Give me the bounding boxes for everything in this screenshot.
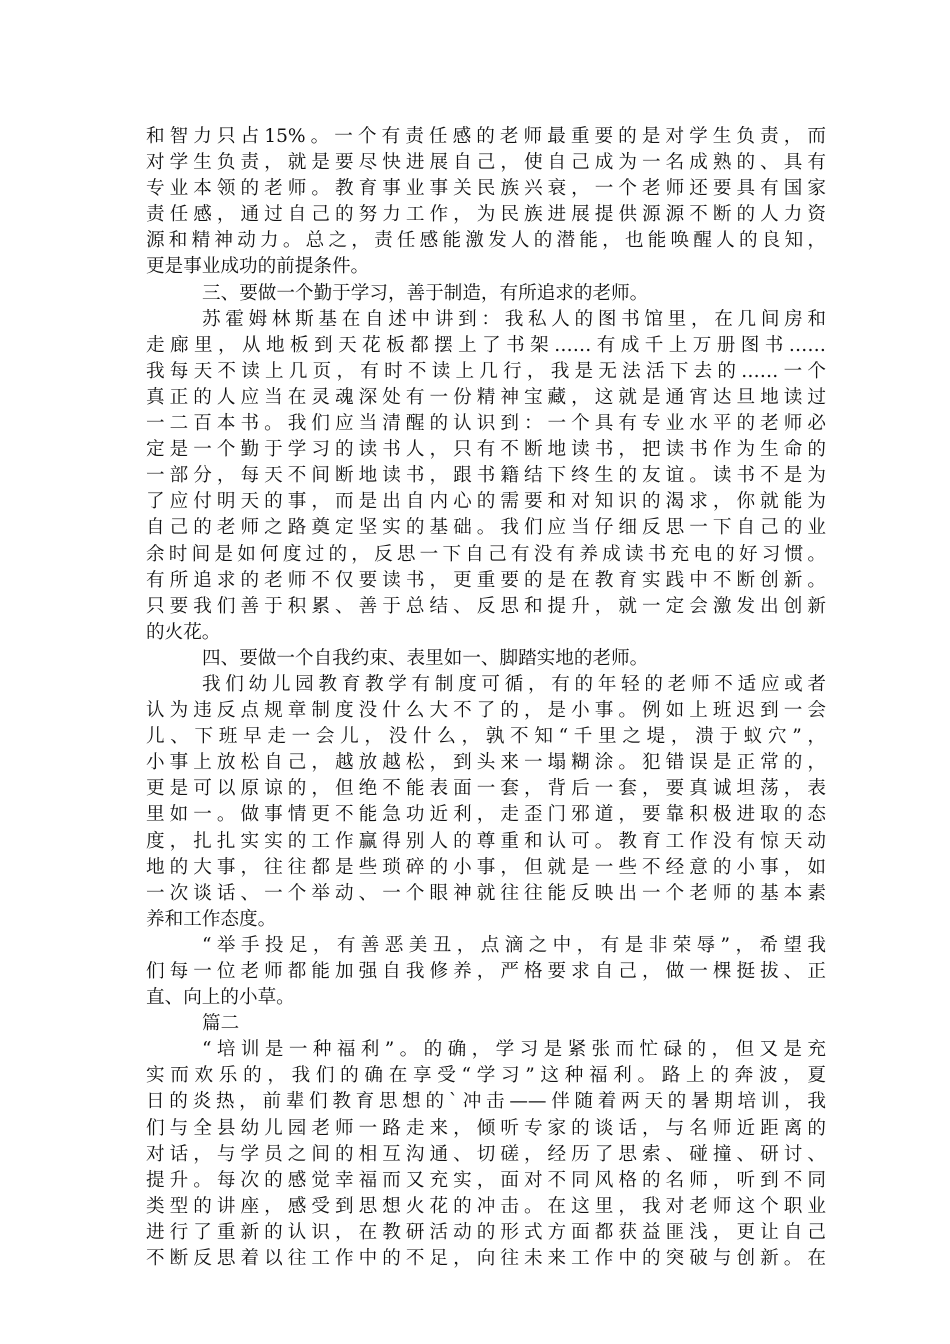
text-line: 了应付明天的事，而是出自内心的需要和对知识的渴求，你就能为 bbox=[146, 491, 826, 513]
text-line: 走廊里，从地板到天花板都摆上了书架……有成千上万册图书…… bbox=[146, 334, 826, 356]
text-line: 们与全县幼儿园老师一路走来，倾听专家的谈话，与名师近距离的 bbox=[146, 1117, 826, 1139]
text-line: 一二百本书。我们应当清醒的认识到：一个具有专业水平的老师必 bbox=[146, 413, 826, 435]
text-line: 我每天不读上几页，有时不读上几行，我是无法活下去的……一个 bbox=[146, 360, 826, 382]
text-line: 有所追求的老师不仅要读书，更重要的是在教育实践中不断创新。 bbox=[146, 569, 826, 591]
text-line: 自己的老师之路奠定坚实的基础。我们应当仔细反思一下自己的业 bbox=[146, 517, 826, 539]
text-line: 专业本领的老师。教育事业事关民族兴衰，一个老师还要具有国家 bbox=[146, 178, 826, 200]
text-line: 和智力只占15%。一个有责任感的老师最重要的是对学生负责，而 bbox=[146, 126, 826, 147]
text-line: 实而欢乐的，我们的确在享受“学习”这种福利。路上的奔波，夏 bbox=[146, 1065, 826, 1087]
text-line: “培训是一种福利”。的确，学习是紧张而忙碌的，但又是充 bbox=[202, 1039, 826, 1061]
text-line: 对话，与学员之间的相互沟通、切磋，经历了思索、碰撞、研讨、 bbox=[146, 1143, 826, 1165]
text-line: 不断反思着以往工作中的不足，向往未来工作中的突破与创新。在 bbox=[146, 1248, 826, 1270]
text-line: 度，扎扎实实的工作赢得别人的尊重和认可。教育工作没有惊天动 bbox=[146, 830, 826, 852]
text-line: 苏霍姆林斯基在自述中讲到：我私人的图书馆里，在几间房和 bbox=[202, 308, 826, 330]
text-line: 责任感，通过自己的努力工作，为民族进展提供源源不断的人力资 bbox=[146, 204, 826, 226]
text-line: 直、向上的小草。 bbox=[146, 987, 295, 1009]
text-line: 小事上放松自己，越放越松，到头来一塌糊涂。犯错误是正常的， bbox=[146, 752, 826, 774]
text-line: 四、要做一个自我约束、表里如一、脚踏实地的老师。 bbox=[202, 647, 649, 669]
text-line: 养和工作态度。 bbox=[146, 908, 277, 930]
text-line: 真正的人应当在灵魂深处有一份精神宝藏，这就是通宵达旦地读过 bbox=[146, 386, 826, 408]
text-line: 进行了重新的认识，在教研活动的形式方面都获益匪浅，更让自己 bbox=[146, 1221, 826, 1243]
text-line: 对学生负责，就是要尽快进展自己，使自己成为一名成熟的、具有 bbox=[146, 152, 826, 174]
text-line: 地的大事，往往都是些琐碎的小事，但就是一些不经意的小事，如 bbox=[146, 856, 826, 878]
text-line: 三、要做一个勤于学习，善于制造，有所追求的老师。 bbox=[202, 282, 649, 304]
text-line: 里如一。做事情更不能急功近利，走歪门邪道，要靠积极进取的态 bbox=[146, 804, 826, 826]
text-line: 认为违反点规章制度没什么大不了的，是小事。例如上班迟到一会 bbox=[146, 700, 826, 722]
text-line: “举手投足，有善恶美丑，点滴之中，有是非荣辱”，希望我 bbox=[202, 934, 826, 956]
text-line: 类型的讲座，感受到思想火花的冲击。在这里，我对老师这个职业 bbox=[146, 1195, 826, 1217]
text-line: 提升。每次的感觉幸福而又充实，面对不同风格的名师，听到不同 bbox=[146, 1169, 826, 1191]
text-line: 源和精神动力。总之，责任感能激发人的潜能，也能唤醒人的良知， bbox=[146, 230, 826, 252]
text-line: 的火花。 bbox=[146, 621, 221, 643]
text-line: 日的炎热，前辈们教育思想的`冲击——伴随着两天的暑期培训，我 bbox=[146, 1091, 826, 1113]
text-line: 一次谈话、一个举动、一个眼神就往往能反映出一个老师的基本素 bbox=[146, 882, 826, 904]
text-line: 儿、下班早走一会儿，没什么，孰不知“千里之堤，溃于蚁穴”， bbox=[146, 726, 826, 748]
text-line: 我们幼儿园教育教学有制度可循，有的年轻的老师不适应或者 bbox=[202, 673, 826, 695]
text-line: 们每一位老师都能加强自我修养，严格要求自己，做一棵挺拔、正 bbox=[146, 961, 826, 982]
text-line: 只要我们善于积累、善于总结、反思和提升，就一定会激发出创新 bbox=[146, 595, 826, 617]
text-line: 更是事业成功的前提条件。 bbox=[146, 256, 370, 278]
text-line: 余时间是如何度过的，反思一下自己有没有养成读书充电的好习惯。 bbox=[146, 543, 826, 565]
body-text bbox=[146, 124, 826, 1272]
text-line: 篇二 bbox=[202, 1013, 240, 1035]
text-line: 一部分，每天不间断地读书，跟书籍结下终生的友谊。读书不是为 bbox=[146, 465, 826, 487]
text-line: 定是一个勤于学习的读书人，只有不断地读书，把读书作为生命的 bbox=[146, 439, 826, 461]
text-line: 更是可以原谅的，但绝不能表面一套，背后一套，要真诚坦荡，表 bbox=[146, 778, 826, 800]
